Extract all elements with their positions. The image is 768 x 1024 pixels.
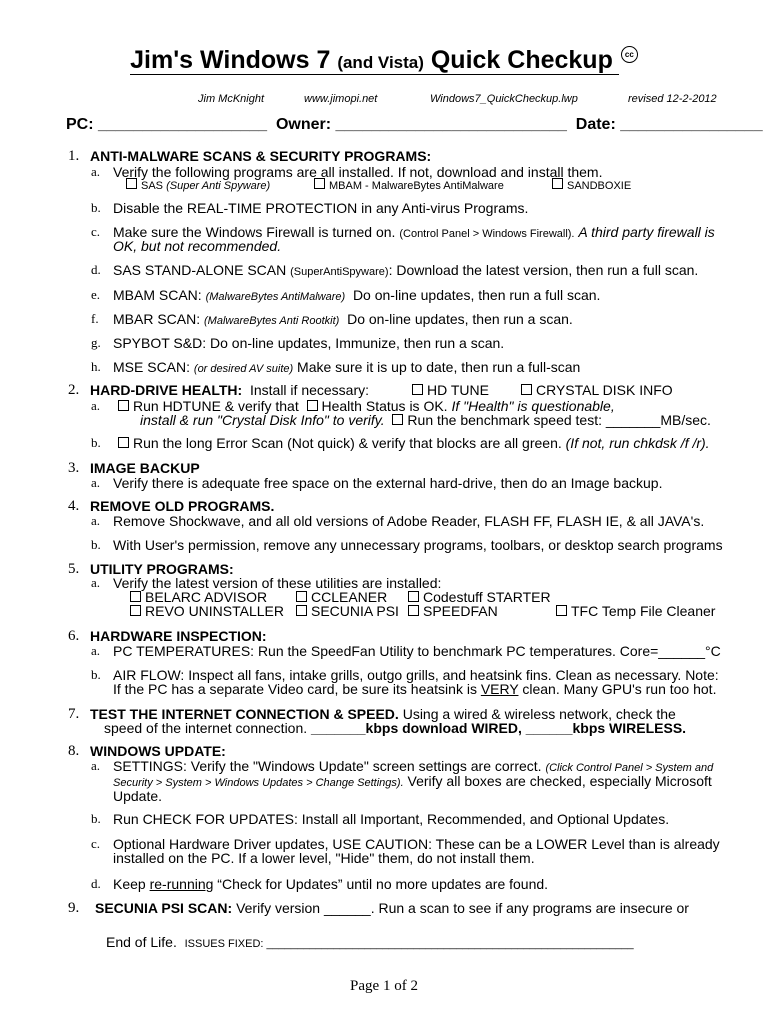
website: www.jimopi.net (304, 93, 378, 105)
option-label: MBAM - MalwareBytes AntiMalware (329, 180, 504, 192)
item-text: SETTINGS: Verify the "Windows Update" screen settings are correct. (113, 758, 542, 774)
item-text: Verify the latest version of these utilities are installed: (113, 575, 442, 591)
s1-item-c-cont: OK, but not recommended. (113, 238, 282, 254)
item-text: MSE SCAN: (113, 359, 191, 375)
checkbox[interactable] (130, 605, 141, 616)
item-text: Optional Hardware Driver updates, USE CAUTION: These can be a LOWER Level than is already (113, 836, 720, 852)
item-text: Make sure it is up to date, then run a full-scan (297, 359, 581, 375)
item-text: Run the benchmark speed test: _______MB/sec. (407, 412, 711, 428)
item-letter: d. (91, 262, 101, 277)
item-letter: c. (91, 224, 101, 239)
checkbox[interactable] (118, 400, 129, 411)
checkbox[interactable] (552, 178, 563, 189)
item-letter: g. (91, 335, 101, 350)
pc-owner-date-fields: PC: ___________________ Owner: __________________________ Date: ________________ (66, 116, 763, 133)
item-text: MBAR SCAN: (113, 311, 201, 327)
section-number: 7. (68, 706, 80, 722)
item-emphasis: re-running (149, 876, 214, 892)
item-letter: a. (91, 164, 101, 179)
item-letter: c. (91, 836, 101, 851)
item-note: (or desired AV suite) (193, 363, 294, 375)
s6-item-b-cont (113, 681, 716, 697)
item-letter: a. (91, 758, 101, 773)
section-number: 4. (68, 498, 80, 514)
revised-date: revised 12-2-2012 (628, 93, 717, 105)
item-letter: a. (91, 643, 101, 658)
option-label: SAS (141, 180, 164, 192)
item-note: (MalwareBytes AntiMalware) (205, 291, 346, 303)
item-text: With User's permission, remove any unnecessary programs, toolbars, or desktop search programs (113, 537, 723, 553)
checkbox[interactable] (130, 591, 141, 602)
checkbox[interactable] (296, 591, 307, 602)
section-subheading: Install if necessary: (249, 382, 370, 398)
item-text: Health Status is OK. (321, 398, 448, 414)
option-note: (Super Anti Spyware) (166, 180, 271, 192)
checkbox[interactable] (307, 400, 318, 411)
item-note-italic: If "Health" is questionable, (451, 398, 615, 414)
checkbox[interactable] (408, 591, 419, 602)
s5-utility-row-2 (130, 603, 716, 619)
item-text: Keep (113, 876, 150, 892)
item-text: If the PC has a separate Video card, be sure its heatsink is (113, 681, 481, 697)
item-text: SPYBOT S&D: Do on-line updates, Immunize, then run a scan. (113, 335, 505, 351)
item-letter: b. (91, 537, 101, 552)
checkbox[interactable] (556, 605, 567, 616)
section-heading: REMOVE OLD PROGRAMS. (90, 498, 275, 514)
option-label: REVO UNINSTALLER (145, 603, 284, 619)
item-text: Run CHECK FOR UPDATES: Install all Important, Recommended, and Optional Updates. (113, 811, 670, 827)
speed-fields: _______kbps download WIRED, ______kbps WIRELESS. (311, 720, 687, 736)
s2-item-a-cont (140, 412, 711, 428)
checkbox[interactable] (126, 178, 137, 189)
item-text: SAS STAND-ALONE SCAN (113, 262, 287, 278)
item-note: (Control Panel > Windows Firewall). (399, 228, 575, 240)
section-number: 1. (68, 148, 80, 164)
checkbox[interactable] (296, 605, 307, 616)
option-label: Codestuff STARTER (423, 589, 551, 605)
item-letter: f. (91, 311, 99, 326)
item-note: (Click Control Panel > System and (545, 762, 714, 774)
creative-commons-icon: cc (621, 46, 638, 63)
item-note: (MalwareBytes Anti Rootkit) (204, 315, 340, 327)
item-note: Security > System > Windows Updates > Change Settings). (113, 777, 404, 789)
item-text: Do on-line updates, then run a scan. (347, 311, 573, 327)
item-text: Do on-line updates, then run a full scan. (352, 287, 601, 303)
item-letter: d. (91, 876, 101, 891)
filename: Windows7_QuickCheckup.lwp (430, 93, 578, 105)
item-text: Run HDTUNE & verify that (133, 398, 299, 414)
item-text: Verify all boxes are checked, especially Microsoft (407, 773, 712, 789)
section-number: 2. (68, 382, 80, 398)
option-label: SPEEDFAN (423, 603, 498, 619)
section-heading: IMAGE BACKUP (90, 460, 200, 476)
section-text: Verify version ______. Run a scan to see if any programs are insecure or (236, 900, 689, 916)
s1-program-checklist (126, 178, 632, 194)
section-heading: WINDOWS UPDATE: (90, 743, 226, 759)
option-label: CRYSTAL DISK INFO (536, 382, 673, 398)
option-label: CCLEANER (311, 589, 388, 605)
item-text: clean. Many GPU's run too hot. (518, 681, 717, 697)
issues-fixed-field: ISSUES FIXED: ____________________________________________________________ (184, 938, 634, 950)
option-label: BELARC ADVISOR (145, 589, 268, 605)
item-note-italic: install & run "Crystal Disk Info" to verify. (140, 412, 385, 428)
item-text: Disable the REAL-TIME PROTECTION in any Anti-virus Programs. (113, 200, 529, 216)
checkbox[interactable] (521, 384, 532, 395)
section-text: End of Life. (106, 934, 177, 950)
item-text: AIR FLOW: Inspect all fans, intake grills, outgo grills, and heatsink fins. Clean as necessary. Note: (113, 667, 719, 683)
s8-item-a-cont2: Update. (113, 788, 163, 804)
section-number: 8. (68, 743, 80, 759)
option-label: SANDBOXIE (567, 180, 632, 192)
page-title (0, 46, 768, 75)
item-text: PC TEMPERATURES: Run the SpeedFan Utility to benchmark PC temperatures. Core=______°C (113, 643, 721, 659)
item-note-italic: (If not, run chkdsk /f /r). (565, 435, 710, 451)
item-letter: b. (91, 200, 101, 215)
author: Jim McKnight (198, 93, 265, 105)
option-label: TFC Temp File Cleaner (571, 603, 716, 619)
section-text: Using a wired & wireless network, check the (402, 706, 676, 722)
item-note: (SuperAntiSpyware) (290, 266, 389, 278)
option-label: HD TUNE (427, 382, 489, 398)
item-letter: a. (91, 575, 101, 590)
s8-item-a-cont (113, 773, 712, 791)
title-end: Quick Checkup (430, 46, 613, 74)
item-letter: a. (91, 398, 101, 413)
item-emphasis: VERY (480, 681, 519, 697)
checkbox[interactable] (392, 414, 403, 425)
item-letter: a. (91, 513, 101, 528)
s8-item-c-cont: installed on the PC. If a lower level, "Hide" them, do not install them. (113, 850, 535, 866)
section-heading: SECUNIA PSI SCAN: (95, 900, 233, 916)
item-letter: b. (91, 435, 101, 450)
section-number: 6. (68, 628, 80, 644)
item-text: Make sure the Windows Firewall is turned on. (113, 224, 396, 240)
item-note-italic: A third party firewall is (578, 224, 715, 240)
checkbox[interactable] (408, 605, 419, 616)
item-letter: e. (91, 287, 101, 302)
item-text: Run the long Error Scan (Not quick) & verify that blocks are all green. (133, 435, 562, 451)
s7-cont (104, 720, 686, 736)
s9-cont (106, 934, 634, 952)
section-heading: UTILITY PROGRAMS: (90, 561, 234, 577)
section-number: 9. (68, 900, 80, 916)
section-number: 5. (68, 561, 80, 577)
item-text: Remove Shockwave, and all old versions of Adobe Reader, FLASH FF, FLASH IE, & all JAVA's. (113, 513, 705, 529)
section-heading: HARDWARE INSPECTION: (90, 628, 267, 644)
checkbox[interactable] (412, 384, 423, 395)
section-text: speed of the internet connection. (104, 720, 312, 736)
title-underline (130, 46, 619, 75)
item-text: Verify there is adequate free space on the external hard-drive, then do an Image backup. (113, 475, 663, 491)
title-main: Jim's Windows 7 (130, 46, 331, 74)
item-text: : Download the latest version, then run a full scan. (388, 262, 699, 278)
item-letter: a. (91, 475, 101, 490)
item-text: Verify the following programs are all installed. If not, download and install them. (113, 164, 603, 180)
option-label: SECUNIA PSI (311, 603, 399, 619)
checkbox[interactable] (118, 437, 129, 448)
checkbox[interactable] (314, 178, 325, 189)
item-text: MBAM SCAN: (113, 287, 202, 303)
section-number: 3. (68, 460, 80, 476)
title-paren: (and Vista) (337, 53, 424, 72)
item-letter: b. (91, 667, 101, 682)
item-text: “Check for Updates” until no more updates are found. (213, 876, 549, 892)
section-heading: TEST THE INTERNET CONNECTION & SPEED. (90, 706, 399, 722)
section-heading: HARD-DRIVE HEALTH: (90, 382, 243, 398)
section-heading: ANTI-MALWARE SCANS & SECURITY PROGRAMS: (90, 148, 432, 164)
page-number: Page 1 of 2 (350, 978, 418, 994)
item-letter: h. (91, 359, 101, 374)
item-letter: b. (91, 811, 101, 826)
